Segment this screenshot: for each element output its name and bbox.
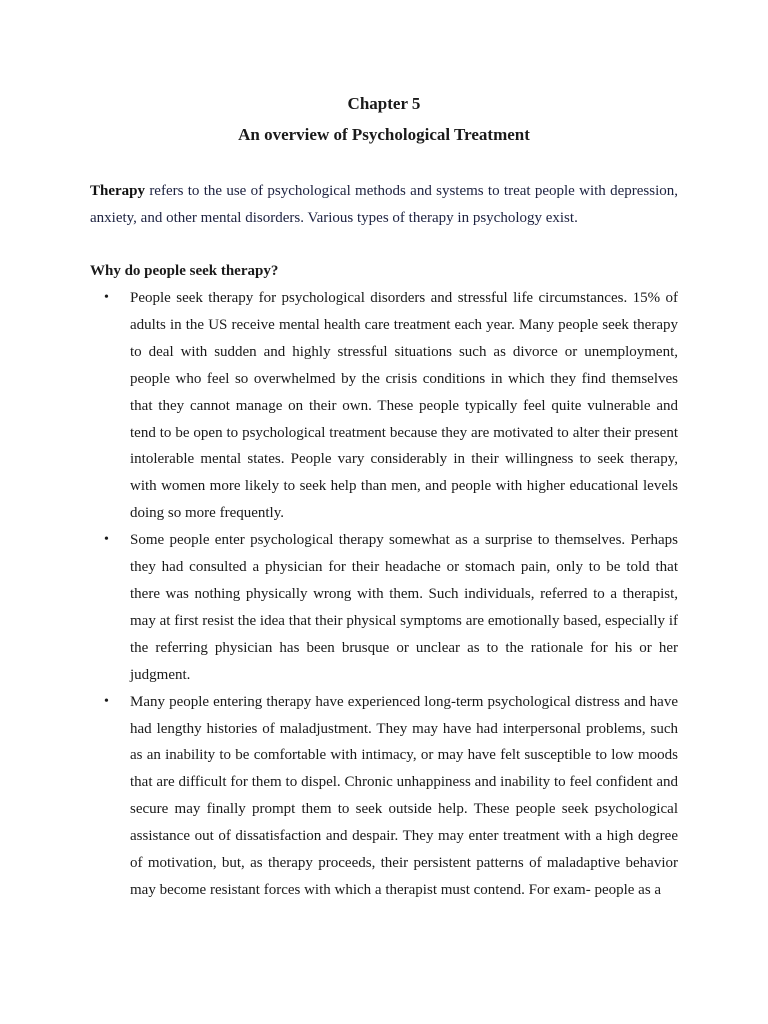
bullet-icon: • (104, 693, 109, 709)
intro-text: refers to the use of psychological methods and systems to treat people with depression, anxiety, and other mental disorders. Various types of therapy in psychology exist. (90, 183, 678, 226)
intro-paragraph (90, 178, 678, 232)
chapter-number: Chapter 5 (347, 94, 421, 113)
bullet-list (104, 285, 678, 904)
bullet-text: Many people entering therapy have experienced long-term psychological distress and have had lengthy histories of maladjustment. They may have had interpersonal problems, such as an inability to be comfortable with intimacy, or may have felt susceptible to low moods that are difficult for them to dispel. Chronic unhappiness and inability to feel confident and secure may finally prompt them to seek outside help. These people seek psychological assistance out of dissatisfaction and despair. They may enter treatment with a high degree of motivation, but, as therapy proceeds, their persistent patterns of maladaptive behavior may become resistant forces with which a therapist must contend. For exam- people as a (130, 693, 678, 898)
bullet-icon: • (104, 532, 109, 548)
intro-term: Therapy (90, 183, 146, 199)
chapter-title: An overview of Psychological Treatment (238, 125, 530, 144)
section-heading: Why do people seek therapy? (90, 263, 279, 279)
bullet-text: People seek therapy for psychological disorders and stressful life circumstances. 15% of adults in the US receive mental health care treatment each year. Many people seek therapy to deal with sudden and highly stressful situations such as divorce or unemployment, people who feel so overwhelmed by the crisis conditions in which they find themselves that they cannot manage on their own. These people typically feel quite vulnerable and tend to be open to psychological treatment because they are motivated to alter their present intolerable mental states. People vary considerably in their willingness to seek therapy, with women more likely to seek help than men, and people with higher educational levels doing so more frequently. (130, 290, 678, 522)
bullet-text: Some people enter psychological therapy somewhat as a surprise to themselves. Perhaps they had consulted a physician for their headache or stomach pain, only to be told that there was nothing physically wrong with them. Such individuals, referred to a therapist, may at first resist the idea that their physical symptoms are emotionally based, especially if the referring physician has been brusque or unclear as to the rationale for his or her judgment. (130, 532, 678, 683)
bullet-item (104, 527, 678, 688)
bullet-item (104, 689, 678, 904)
bullet-icon: • (104, 290, 109, 305)
bullet-item (104, 285, 678, 527)
